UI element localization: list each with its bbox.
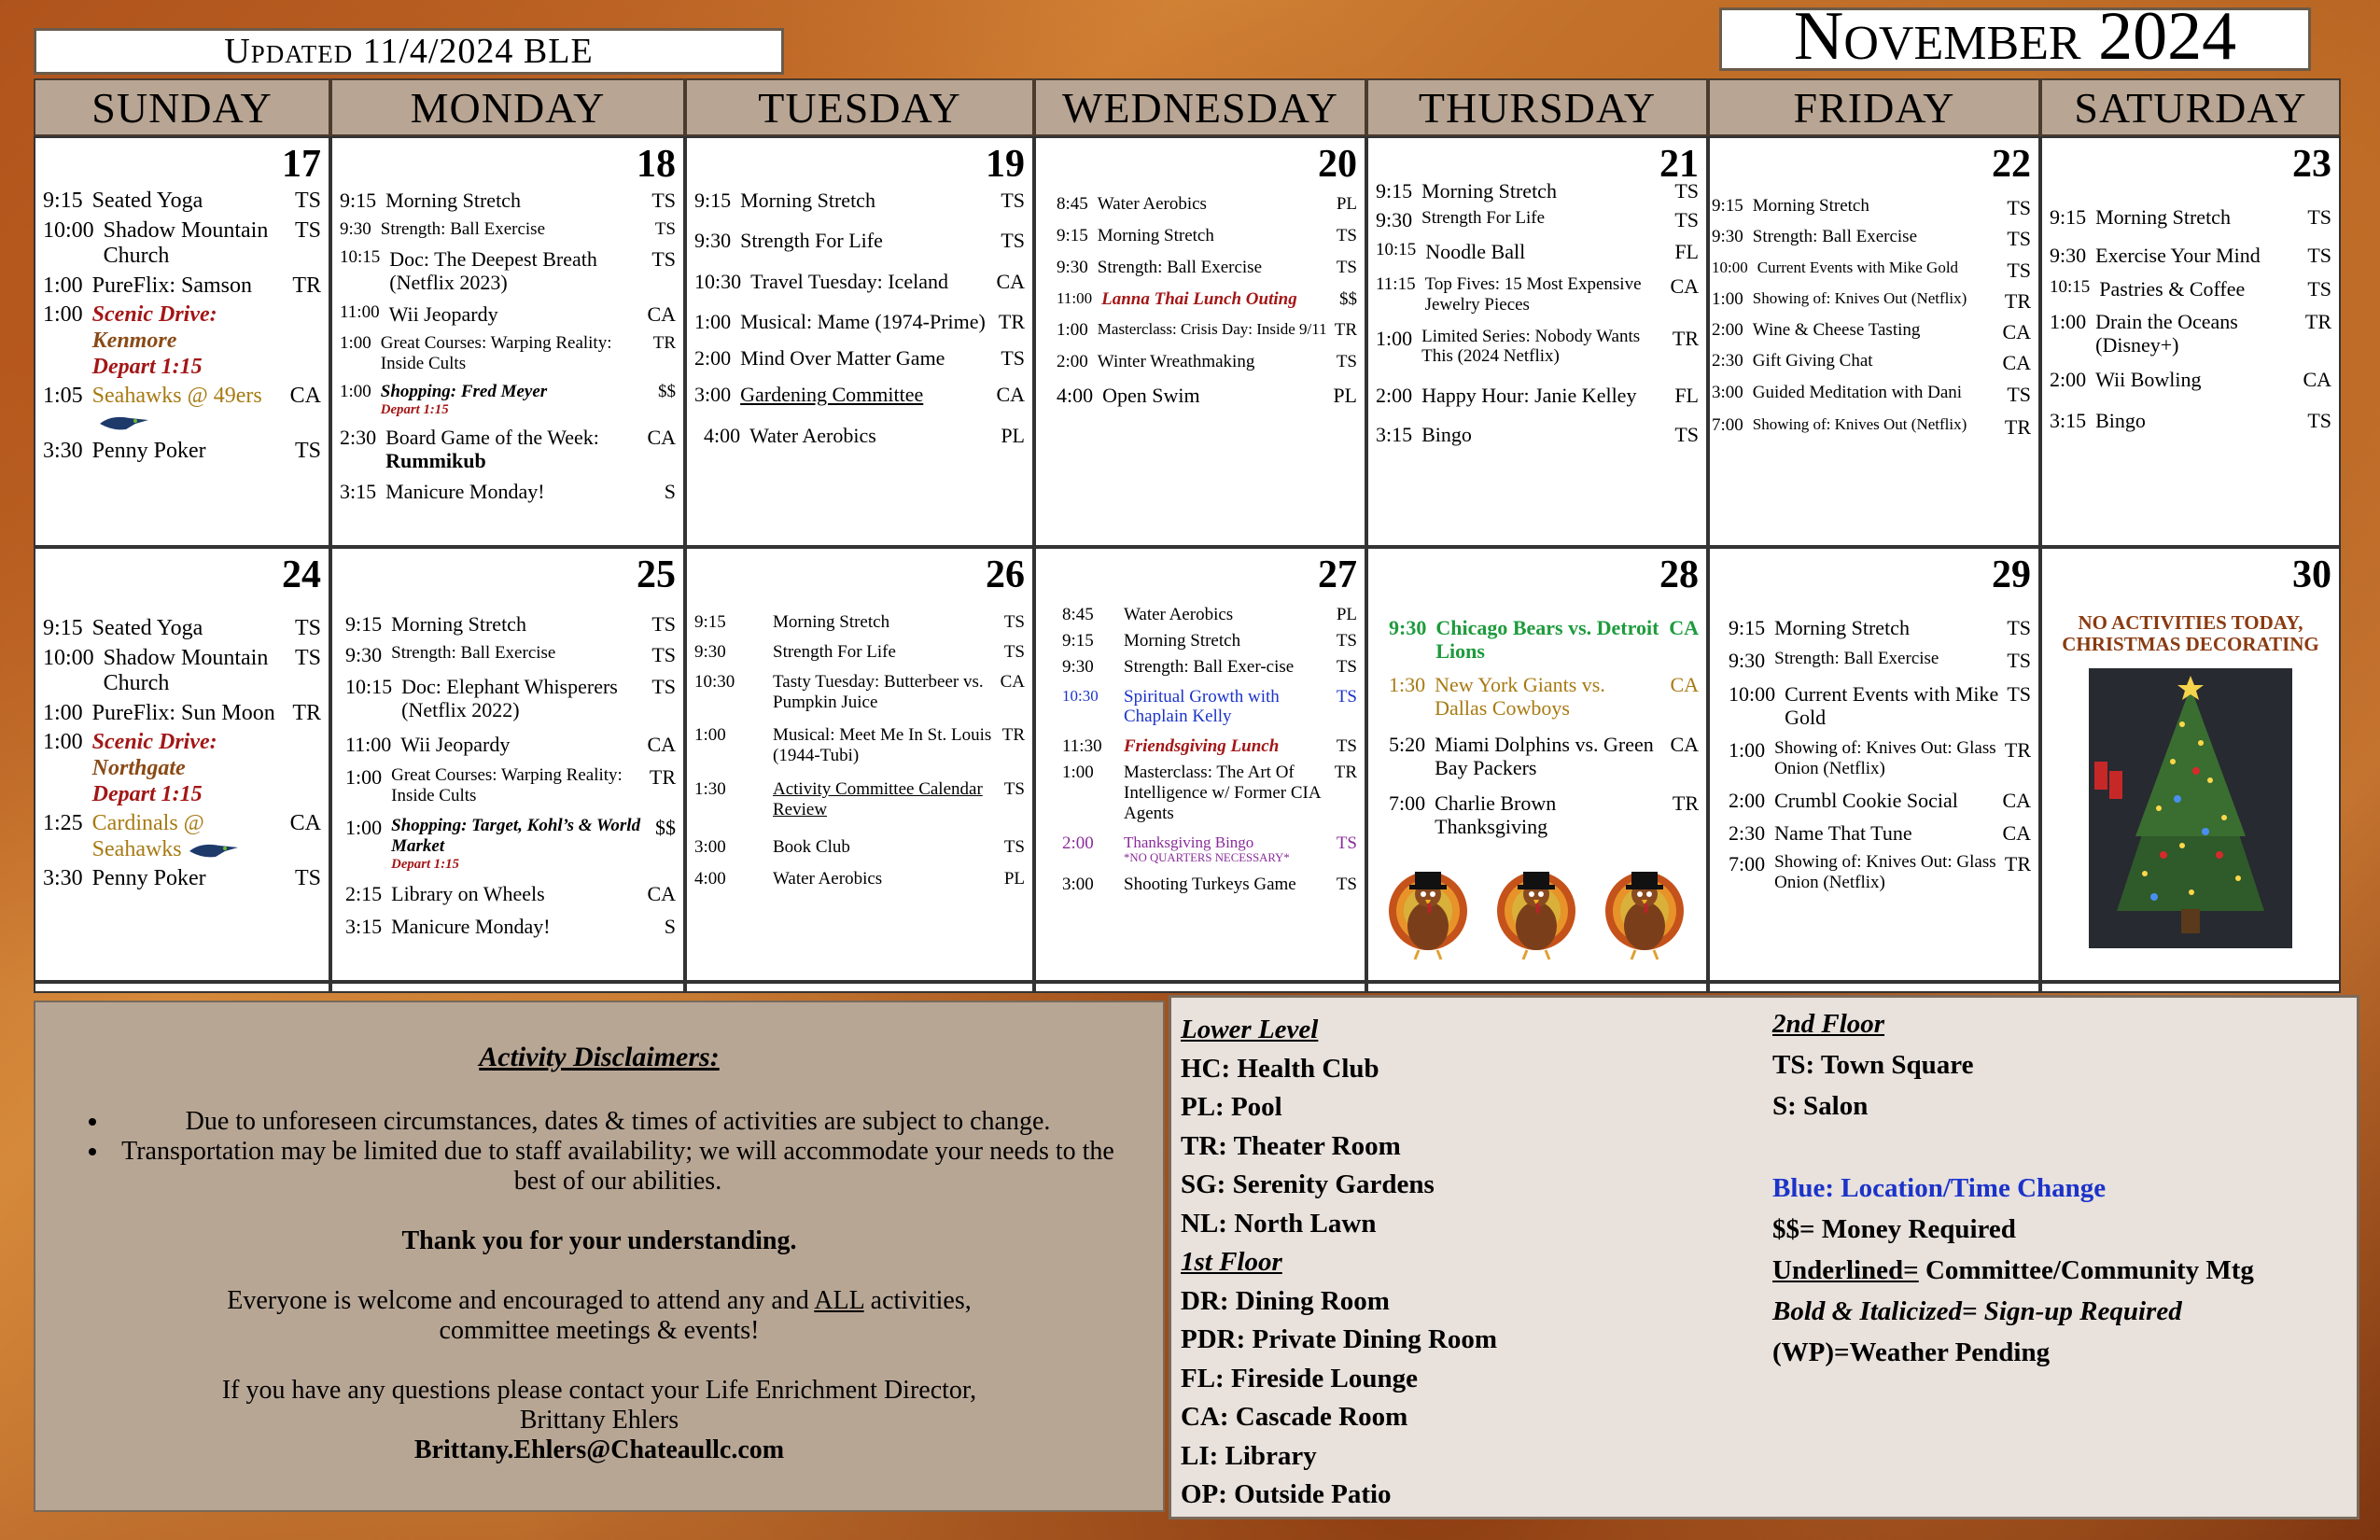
- seahawks-logo-icon: [98, 413, 150, 433]
- disclaimers-list: [35, 1107, 1163, 1197]
- day-cell-25: [330, 547, 685, 982]
- day-cell-19: [685, 136, 1034, 547]
- partial-row-cell: [1708, 982, 2040, 993]
- event: 3:00 Shooting Turkeys Game TS: [1062, 874, 1357, 894]
- seahawks-logo-icon: [188, 840, 240, 861]
- partial-row-cell: [1366, 982, 1708, 993]
- event: 9:30 Strength: Ball Exercise TS: [345, 643, 676, 667]
- underlined-key: Underlined= Committee/Community Mtg: [1772, 1254, 2254, 1285]
- event: 9:15 Morning Stretch TS: [1712, 196, 2031, 219]
- event: 10:15 Noodle Ball FL: [1376, 239, 1699, 263]
- event: 3:15 Bingo TS: [1376, 422, 1699, 446]
- event-signup: 1:00 Scenic Drive: Northgate Depart 1:15: [43, 730, 217, 806]
- legend-item: PL: Pool: [1181, 1092, 1282, 1122]
- event: 7:00 Showing of: Knives Out (Netflix) TR: [1712, 415, 2031, 440]
- christmas-tree-icon: [2089, 668, 2292, 948]
- event: 9:30 Strength: Ball Exer-cise TS: [1062, 656, 1357, 677]
- event: 1:25 Cardinals @ Seahawks CA: [43, 811, 321, 861]
- event: 5:20 Miami Dolphins vs. Green Bay Packers CA: [1389, 733, 1699, 780]
- event: 10:30 Tasty Tuesday: Butterbeer vs. Pumpkin Juice CA: [694, 671, 1025, 712]
- event: 11:00 Wii Jeopardy CA: [345, 733, 676, 757]
- event: 9:15 Morning Stretch TS: [694, 612, 1025, 632]
- event: 1:00 PureFlix: Sun Moon TR: [43, 700, 321, 725]
- turkey-icon: [1486, 853, 1587, 965]
- event: 9:30 Strength: Ball Exercise TS: [1712, 227, 2031, 251]
- date-number: 28: [1659, 553, 1699, 596]
- date-number: 18: [637, 143, 676, 186]
- legend-item: SG: Serenity Gardens: [1181, 1169, 1435, 1199]
- legend-item: TS: Town Square: [1772, 1049, 1974, 1080]
- day-cell-23: [2040, 136, 2341, 547]
- legend-item: NL: North Lawn: [1181, 1208, 1377, 1239]
- director-email[interactable]: Brittany.Ehlers@Chateaullc.com: [413, 1435, 785, 1464]
- event: 9:15 Morning Stretch TS: [1729, 616, 2031, 639]
- event: 9:30 Strength: Ball Exercise TS: [340, 219, 676, 240]
- event: 4:00 Water Aerobics PL: [704, 423, 1025, 447]
- legend-right-column: [1772, 1005, 2254, 1373]
- event: 9:30 Strength: Ball Exercise TS: [1057, 257, 1357, 277]
- event: 10:15 Doc: Elephant Whisperers (Netflix 2022) TS: [345, 674, 676, 721]
- event: 1:00 Drain the Oceans (Disney+) TR: [2050, 309, 2331, 357]
- date-number: 27: [1318, 553, 1357, 596]
- event: 3:00 Guided Meditation with Dani TS: [1712, 382, 2031, 406]
- event: 3:30 Penny Poker TS: [43, 439, 321, 464]
- welcome-text-2: committee meetings & events!: [439, 1316, 760, 1345]
- event: 2:00 Happy Hour: Janie Kelley FL: [1376, 384, 1699, 408]
- legend-item: LI: Library: [1181, 1440, 1317, 1471]
- contact-text: If you have any questions please contact your Life Enrichment Director,: [221, 1376, 977, 1405]
- event: 8:45 Water Aerobics PL: [1057, 194, 1357, 214]
- disclaimers-panel: [34, 1001, 1165, 1512]
- turkeys-illustration: [1378, 853, 1695, 965]
- day-header-friday: FRIDAY: [1708, 78, 2040, 136]
- event: 2:15 Library on Wheels CA: [345, 881, 676, 905]
- event: 1:00 PureFlix: Samson TR: [43, 273, 321, 298]
- event: 2:00 Thanksgiving Bingo *NO QUARTERS NECESSARY* TS: [1062, 833, 1357, 865]
- event: 2:00 Wine & Cheese Tasting CA: [1712, 320, 2031, 344]
- event-signup: 1:00 Scenic Drive: Kenmore Depart 1:15: [43, 302, 217, 379]
- event: 9:30 Strength For Life TS: [1376, 208, 1699, 232]
- event: 10:15 Doc: The Deepest Breath (Netflix 2023) TS: [340, 247, 676, 295]
- day-cell-27: [1034, 547, 1366, 982]
- day-cell-30: [2040, 547, 2341, 982]
- event: 9:30 Strength For Life TS: [694, 229, 1025, 253]
- event: 10:00 Current Events with Mike Gold TS: [1712, 258, 2031, 282]
- event: 1:00 Masterclass: The Art Of Intelligence w/ Former CIA Agents TR: [1062, 763, 1357, 823]
- day-header-wednesday: WEDNESDAY: [1034, 78, 1366, 136]
- director-name: Brittany Ehlers: [519, 1406, 679, 1435]
- event: 3:15 Manicure Monday! S: [340, 480, 676, 504]
- day-cell-21: [1366, 136, 1708, 547]
- legend-item: DR: Dining Room: [1181, 1285, 1390, 1316]
- day-cell-29: [1708, 547, 2040, 982]
- event: 9:15 Morning Stretch TS: [340, 189, 676, 212]
- event: 9:15 Morning Stretch TS: [1062, 630, 1357, 651]
- date-number: 24: [282, 553, 321, 596]
- event: 2:30 Gift Giving Chat CA: [1712, 351, 2031, 375]
- day-cell-17: [34, 136, 330, 547]
- event: 7:00 Showing of: Knives Out: Glass Onion (Netflix) TR: [1729, 852, 2031, 893]
- legend-item: S: Salon: [1772, 1090, 1869, 1121]
- event: 2:00 Mind Over Matter Game TS: [694, 346, 1025, 371]
- day-cell-26: [685, 547, 1034, 982]
- disclaimers-title: Activity Disclaimers:: [479, 1042, 720, 1072]
- event: 1:05 Seahawks @ 49ers CA: [43, 384, 321, 435]
- event: 1:00 Musical: Meet Me In St. Louis (1944-Tubi) TR: [694, 725, 1025, 766]
- day-header-monday: MONDAY: [330, 78, 685, 136]
- day-cell-18: [330, 136, 685, 547]
- date-number: 26: [986, 553, 1025, 596]
- updated-banner: Updated 11/4/2024 BLE: [34, 28, 784, 75]
- legend-item: FL: Fireside Lounge: [1181, 1363, 1419, 1393]
- day-cell-28: [1366, 547, 1708, 982]
- event: 2:30 Board Game of the Week: Rummikub CA: [340, 425, 676, 472]
- date-number: 20: [1318, 143, 1357, 186]
- partial-row-cell: [330, 982, 685, 993]
- day-header-thursday: THURSDAY: [1366, 78, 1708, 136]
- disclaimer-item: • Transportation may be limited due to staff availability; we will accommodate your needs to the best of our abilities.: [110, 1137, 1126, 1197]
- event: 10:15 Pastries & Coffee TS: [2050, 276, 2331, 301]
- partial-row-cell: [34, 982, 330, 993]
- event: 11:00 Wii Jeopardy CA: [340, 301, 676, 326]
- event: 9:15 Morning Stretch TS: [1376, 179, 1699, 203]
- bold-italic-key: Bold & Italicized= Sign-up Required: [1772, 1295, 2182, 1326]
- money-key: $$= Money Required: [1772, 1213, 2016, 1244]
- event-signup: 1:00 Shopping: Target, Kohl’s & World Market Depart 1:15 $$: [345, 816, 676, 872]
- turkey-icon: [1594, 853, 1695, 965]
- date-number: 22: [1992, 143, 2031, 186]
- event-signup: 11:00 Lanna Thai Lunch Outing $$: [1057, 288, 1357, 309]
- day-cell-20: [1034, 136, 1366, 547]
- calendar-grid: [34, 78, 2341, 993]
- event: 2:00 Wii Bowling CA: [2050, 368, 2331, 392]
- event: 10:30 Travel Tuesday: Iceland CA: [694, 269, 1025, 293]
- event: 1:00 Showing of: Knives Out (Netflix) TR: [1712, 288, 2031, 313]
- event: 4:00 Open Swim PL: [1057, 384, 1357, 408]
- legend-left-column: [1181, 1011, 1497, 1515]
- event: 9:15 Morning Stretch TS: [1057, 225, 1357, 245]
- event: 9:15 Morning Stretch TS: [345, 612, 676, 636]
- turkey-icon: [1378, 853, 1478, 965]
- event: 2:00 Winter Wreathmaking TS: [1057, 352, 1357, 372]
- event: 10:00 Shadow Mountain Church TS: [43, 645, 321, 696]
- event: 9:30 Strength: Ball Exercise TS: [1729, 649, 2031, 673]
- event: 3:15 Bingo TS: [2050, 408, 2331, 432]
- day-header-sunday: SUNDAY: [34, 78, 330, 136]
- event: 9:15 Seated Yoga TS: [43, 616, 321, 640]
- weather-pending-key: (WP)=Weather Pending: [1772, 1337, 2051, 1367]
- event: 9:30 Strength For Life TS: [694, 641, 1025, 662]
- event: 9:30 Exercise Your Mind TS: [2050, 244, 2331, 268]
- event: 2:30 Name That Tune CA: [1729, 821, 2031, 846]
- day-cell-22: [1708, 136, 2040, 547]
- date-number: 17: [282, 143, 321, 186]
- event: 8:45 Water Aerobics PL: [1062, 605, 1357, 624]
- event: 11:15 Top Fives: 15 Most Expensive Jewelry Pieces CA: [1376, 273, 1699, 315]
- event-committee: 1:30 Activity Committee Calendar Review TS: [694, 779, 1025, 819]
- event: 1:00 Great Courses: Warping Reality: Inside Cults TR: [345, 765, 676, 806]
- first-floor-heading: 1st Floor: [1181, 1247, 1282, 1277]
- second-floor-heading: 2nd Floor: [1772, 1009, 1885, 1039]
- event: 10:00 Shadow Mountain Church TS: [43, 217, 321, 269]
- event: 1:00 Showing of: Knives Out: Glass Onion (Netflix) TR: [1729, 738, 2031, 779]
- partial-row-cell: [1034, 982, 1366, 993]
- legend-item: PDR: Private Dining Room: [1181, 1324, 1498, 1354]
- event: 1:30 New York Giants vs. Dallas Cowboys CA: [1389, 672, 1699, 720]
- event: 7:00 Charlie Brown Thanksgiving TR: [1389, 791, 1699, 839]
- event: 3:00 Book Club TS: [694, 836, 1025, 857]
- event: 3:30 Penny Poker TS: [43, 866, 321, 891]
- month-title: November 2024: [1719, 7, 2311, 71]
- event: 10:00 Current Events with Mike Gold TS: [1729, 681, 2031, 729]
- event: 2:00 Crumbl Cookie Social CA: [1729, 788, 2031, 812]
- partial-row-cell: [685, 982, 1034, 993]
- event-signup: 11:30 Friendsgiving Lunch TS: [1062, 736, 1357, 757]
- event: 9:15 Morning Stretch TS: [2050, 205, 2331, 229]
- blue-key: Blue: Location/Time Change: [1772, 1172, 2107, 1203]
- day-header-saturday: SATURDAY: [2040, 78, 2341, 136]
- thanks-text: Thank you for your understanding.: [401, 1226, 797, 1255]
- date-number: 19: [986, 143, 1025, 186]
- date-number: 30: [2292, 553, 2331, 596]
- event-committee: 3:00 Gardening Committee CA: [694, 383, 1025, 407]
- event: 3:15 Manicure Monday! S: [345, 915, 676, 939]
- legend-item: TR: Theater Room: [1181, 1130, 1401, 1161]
- event: 1:00 Great Courses: Warping Reality: Inside Cults TR: [340, 333, 676, 373]
- date-number: 25: [637, 553, 676, 596]
- event: 9:30 Chicago Bears vs. Detroit Lions CA: [1389, 616, 1699, 664]
- day-cell-24: [34, 547, 330, 982]
- date-number: 21: [1659, 143, 1699, 186]
- disclaimer-item: • Due to unforeseen circumstances, dates & times of activities are subject to change.: [110, 1107, 1126, 1137]
- date-number: 29: [1992, 553, 2031, 596]
- event-signup: 1:00 Shopping: Fred Meyer Depart 1:15 $$: [340, 381, 676, 417]
- legend-item: HC: Health Club: [1181, 1053, 1379, 1084]
- event: 4:00 Water Aerobics PL: [694, 868, 1025, 889]
- no-activities-note: NO ACTIVITIES TODAY, CHRISTMAS DECORATING: [2062, 611, 2319, 656]
- event: 1:00 Masterclass: Crisis Day: Inside 9/11 TR: [1057, 320, 1357, 341]
- welcome-text: Everyone is welcome and encouraged to attend any and ALL activities,: [227, 1286, 972, 1315]
- date-number: 23: [2292, 143, 2331, 186]
- legend-item: OP: Outside Patio: [1181, 1479, 1392, 1509]
- event: 9:15 Seated Yoga TS: [43, 189, 321, 213]
- event: 1:00 Musical: Mame (1974-Prime) TR: [694, 309, 1025, 333]
- event-changed: 10:30 Spiritual Growth with Chaplain Kelly TS: [1062, 686, 1357, 727]
- event: 9:15 Morning Stretch TS: [694, 189, 1025, 212]
- location-legend-panel: [1169, 995, 2359, 1519]
- lower-level-heading: Lower Level: [1181, 1015, 1319, 1044]
- event: 1:00 Limited Series: Nobody Wants This (2024 Netflix) TR: [1376, 326, 1699, 367]
- legend-item: CA: Cascade Room: [1181, 1402, 1408, 1432]
- partial-row-cell: [2040, 982, 2341, 993]
- day-header-tuesday: TUESDAY: [685, 78, 1034, 136]
